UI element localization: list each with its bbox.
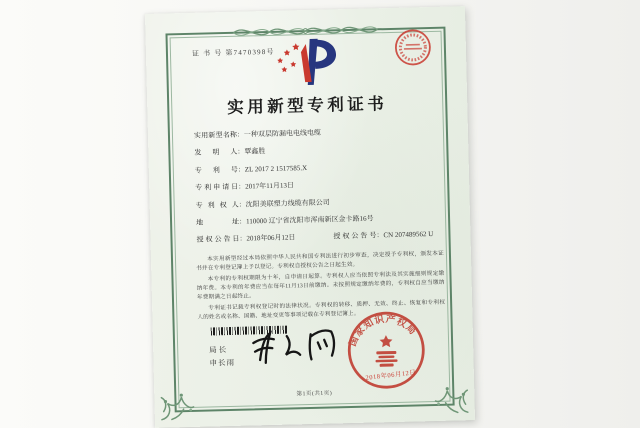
field-label: 发明人 bbox=[194, 148, 238, 158]
legal-paragraph: 专利证书记载专利权登记时的法律状况。专利权的转移、质押、无效、终止、恢复和专利权人的姓名或名称、国籍、地址变更等事项记载在专利登记簿上。 bbox=[197, 299, 446, 321]
field-row-address bbox=[196, 212, 444, 228]
field-row-filing-date bbox=[195, 177, 443, 193]
field-label: 专利号 bbox=[194, 165, 238, 175]
field-colon: ： bbox=[238, 200, 246, 209]
agency-round-stamp-icon bbox=[392, 27, 433, 68]
seal-ring-text: 国家知识产权局 bbox=[348, 314, 418, 349]
field-label: 专利权人 bbox=[195, 200, 239, 210]
field-value: 2017年11月13日 bbox=[245, 181, 295, 191]
certificate-number: 证 书 号 第7470398号 bbox=[191, 47, 275, 58]
field-colon: ： bbox=[238, 217, 247, 226]
field-row-inventor bbox=[194, 142, 442, 158]
field-colon: ： bbox=[237, 165, 245, 174]
field-row-patent-no bbox=[195, 160, 443, 176]
page-number: 第1页(共1页) bbox=[296, 390, 333, 398]
field-colon: ： bbox=[239, 234, 247, 244]
field-label: 授权公告号 bbox=[333, 231, 377, 241]
field-label: 授权公告日 bbox=[196, 235, 240, 245]
legal-paragraph: 本专利的专利权期限为十年，自申请日起算。专利权人应当依照专利法及其实施细则规定缴纳年费。本专利的年费应当在每年11月13日前缴纳。未按照规定缴纳年费的，专利权自应当缴纳年费期满之日起终止。 bbox=[196, 270, 445, 302]
national-emblem-icon bbox=[375, 335, 398, 367]
field-label: 实用新型名称 bbox=[193, 130, 238, 140]
field-row-grant bbox=[196, 229, 444, 245]
field-value: 2018年06月12日 bbox=[246, 233, 296, 243]
field-value: 一种双层防漏电电线电缆 bbox=[243, 128, 322, 139]
field-value: 沈阳美联塑力线缆有限公司 bbox=[245, 198, 330, 209]
certificate-title: 实用新型专利证书 bbox=[227, 94, 388, 117]
field-value: 覃鑫胜 bbox=[244, 147, 266, 156]
field-colon: ： bbox=[376, 231, 384, 240]
bottom-right-flourish-icon bbox=[433, 374, 472, 415]
field-label: 地址 bbox=[196, 217, 240, 227]
svg-text:国家知识产权局 bbox=[346, 312, 419, 348]
field-grant-no bbox=[333, 229, 433, 241]
field-value: 110000 辽宁省沈阳市浑南新区金卡路16号 bbox=[245, 214, 374, 226]
bottom-left-flourish-icon bbox=[157, 381, 196, 422]
field-colon: ： bbox=[238, 182, 246, 191]
field-value: ZL 2017 2 1517585.X bbox=[244, 163, 308, 174]
field-colon: ： bbox=[236, 130, 245, 139]
seal-date: 2018年06月12日 bbox=[365, 369, 417, 382]
field-list bbox=[194, 125, 445, 253]
director-handwritten-signature bbox=[243, 319, 346, 375]
director-role-label: 局长 bbox=[209, 345, 229, 355]
director-name-label: 申长雨 bbox=[209, 357, 236, 368]
field-colon: ： bbox=[237, 147, 245, 157]
patent-office-logo-icon bbox=[270, 35, 343, 89]
field-label: 专利申请日 bbox=[195, 182, 239, 192]
patent-certificate-page bbox=[145, 6, 475, 428]
legal-paragraph: 本实用新型经过本局依照中华人民共和国专利法进行初步审查，决定授予专利权，颁发本证书并在专利登记簿上予以登记。专利权自授权公告之日起生效。 bbox=[196, 250, 445, 272]
field-row-patentee bbox=[196, 194, 444, 210]
field-value: CN 207489562 U bbox=[383, 230, 434, 240]
